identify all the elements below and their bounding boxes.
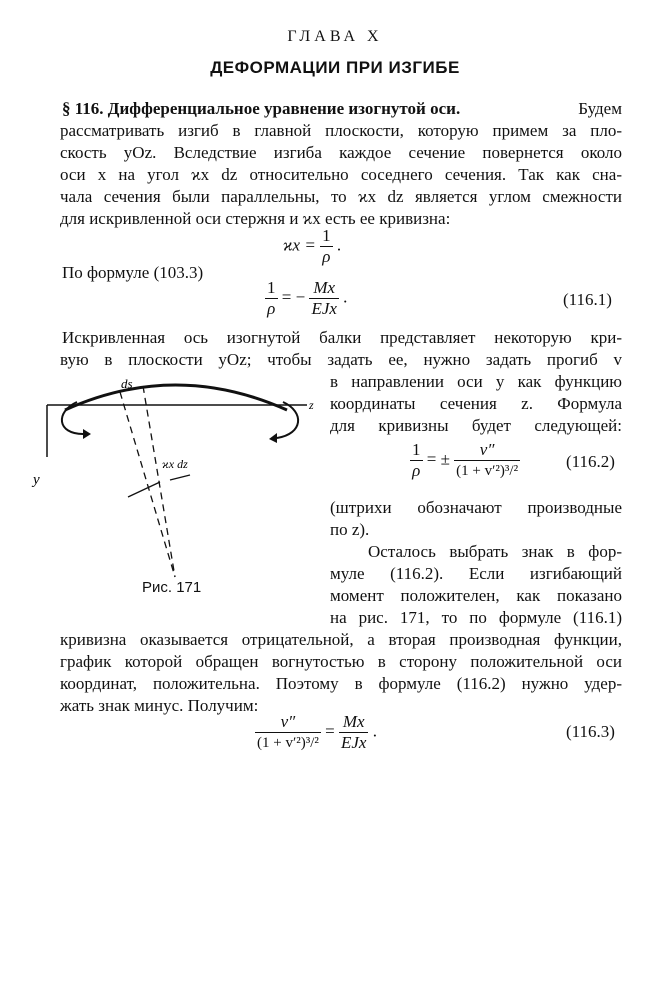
beam-arc (65, 385, 287, 410)
paragraph-line: для кривизны будет следующей: (330, 416, 622, 435)
paragraph-line: рассматривать изгиб в главной плоскости, которую примем за пло- (60, 121, 622, 140)
angle-label: ϰx dz (162, 457, 188, 471)
eq-den: EJx (311, 299, 337, 318)
equation-116-2 (410, 440, 520, 481)
eq-num: v″ (255, 712, 321, 733)
paragraph-line: кривизна оказывается отрицательной, а вторая производная функции, (60, 630, 622, 649)
eq-operator: = − (281, 287, 306, 307)
eq-operator: = (325, 721, 335, 741)
eq-num: 1 (412, 440, 421, 459)
paragraph-line: жать знак минус. Получим: (60, 696, 259, 715)
radius-line-left (120, 392, 175, 577)
paragraph-line: вую в плоскости yOz; чтобы задать ее, нужно задать прогиб v (60, 350, 622, 369)
paragraph-line: координаты сечения z. Формула (330, 394, 622, 413)
paragraph-line: для искривленной оси стержня и ϰx есть ее кривизна: (60, 209, 451, 228)
by-formula-text: По формуле (103.3) (62, 263, 204, 282)
radius-line-right (143, 386, 175, 577)
eq-num: Mx (339, 712, 368, 733)
section-heading-line (62, 99, 622, 119)
paragraph-line: чала сечения были параллельны, то ϰx dz является углом смежности (60, 187, 622, 206)
section-heading: § 116. Дифференциальное уравнение изогнутой оси. (62, 99, 461, 118)
y-axis-label: y (33, 472, 40, 488)
eq-lhs: ϰx = (283, 235, 316, 255)
eq-num: 1 (322, 226, 331, 245)
paragraph-line: скость yOz. Вследствие изгиба каждое сечение повернется около (60, 143, 622, 162)
eq-den: (1 + v′²)³/² (456, 463, 519, 479)
ds-label: ds (121, 376, 133, 391)
moment-arrowhead-right (269, 433, 277, 443)
paragraph-line: в направлении оси y как функцию (330, 372, 622, 391)
paragraph-line: муле (116.2). Если изгибающий (330, 564, 622, 583)
paragraph-line: на рис. 171, то по формуле (116.1) (330, 608, 622, 627)
paragraph-line: (штрихи обозначают производные (330, 498, 622, 517)
eq-num: v″ (454, 440, 520, 461)
equation-116-3: $\frac{v''}{\text{(1 + v′²)³/²}}$ = $\frac{Mx}{\text{EJx}}$ . (257, 712, 377, 752)
equation-number: (116.2) (566, 452, 615, 471)
paragraph-line: оси x на угол ϰx dz относительно соседнего сечения. Так как сна- (60, 165, 622, 184)
chapter-label: ГЛАВА X (287, 28, 383, 45)
angle-arrow-left (128, 482, 160, 497)
paragraph-line: Искривленная ось изогнутой балки представляет некоторую кри- (62, 328, 622, 347)
equation-curvature: ϰx = $\frac{1}{\rho}$ . (283, 226, 342, 266)
paragraph-line: по z). (330, 520, 370, 539)
equation-number: (116.3) (566, 722, 615, 741)
eq-den: ρ (267, 299, 276, 318)
paragraph-line: график которой обращен вогнутостью в сторону положительной оси (60, 652, 622, 671)
figure-caption: Рис. 171 (142, 579, 202, 596)
figure-beam-bending (25, 372, 325, 587)
equation-number: (116.1) (563, 290, 612, 309)
eq-operator: = ± (426, 449, 450, 469)
eq-den: EJx (340, 733, 367, 752)
angle-arrow-right (170, 475, 190, 480)
moment-arrowhead-left (83, 429, 91, 439)
section-heading-tail: Будем (578, 99, 622, 118)
paragraph-line: момент положителен, как показано (330, 586, 622, 605)
chapter-title: ДЕФОРМАЦИИ ПРИ ИЗГИБЕ (210, 58, 460, 77)
paragraph-line: Осталось выбрать знак в фор- (368, 542, 622, 561)
equation-116-1: $\frac{1}{\rho}$ = − $\frac{Mx}{\text{EJx}}$ . (267, 278, 348, 318)
eq-num: Mx (309, 278, 338, 299)
paragraph-line: координат, положительна. Поэтому в формуле (116.2) нужно удер- (60, 674, 622, 693)
eq-den: ρ (322, 247, 331, 266)
z-axis-label: z (309, 398, 314, 412)
eq-den: (1 + v′²)³/² (257, 735, 319, 751)
eq-den: ρ (412, 461, 421, 480)
eq-num: 1 (267, 278, 276, 297)
